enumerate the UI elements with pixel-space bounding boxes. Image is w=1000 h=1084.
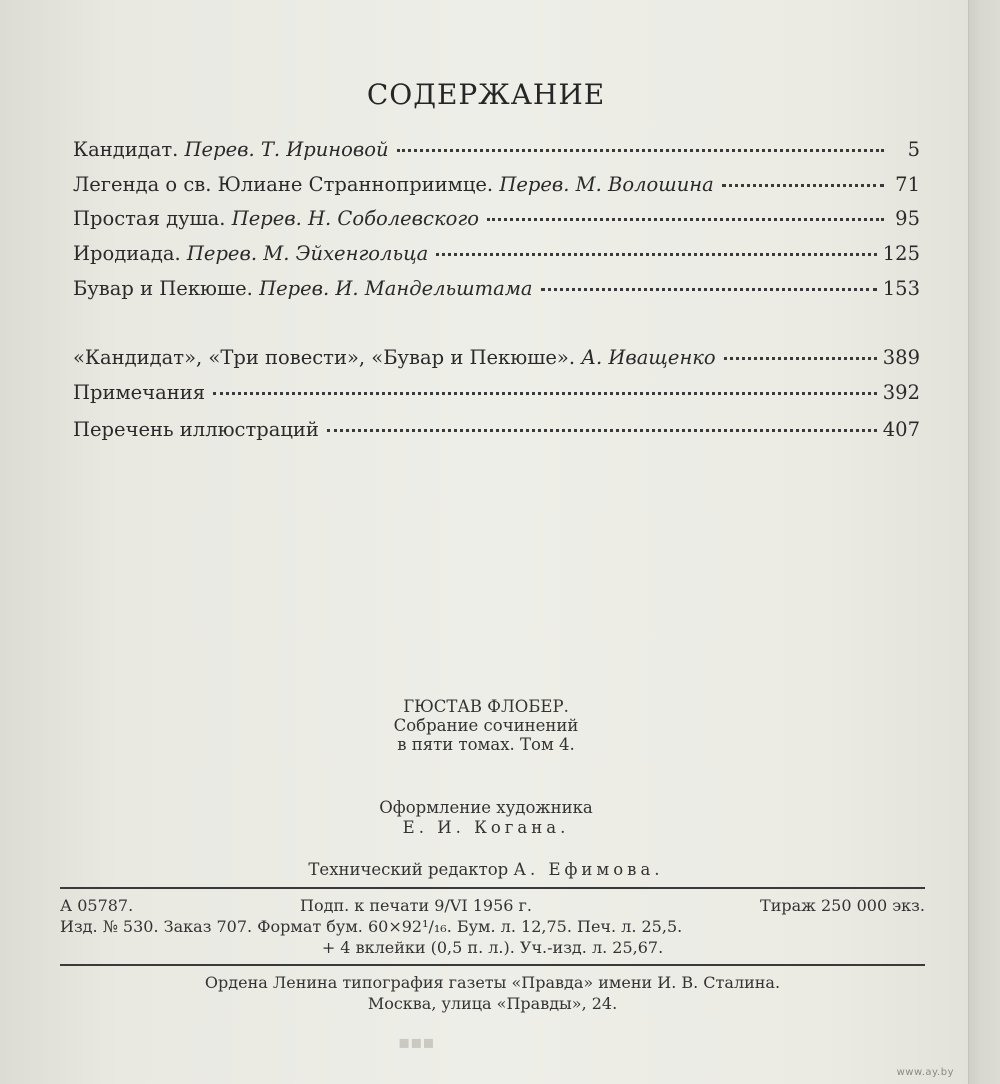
toc-entry [73, 242, 920, 276]
publication-code: А 05787. [60, 896, 134, 915]
toc-entry-title: Бувар и Пекюше. [73, 277, 253, 300]
toc-entry-page: 71 [895, 173, 920, 196]
dot-leader [541, 287, 877, 291]
toc-entry [73, 346, 920, 380]
imprint-volume: в пяти томах. Том 4. [397, 735, 575, 754]
divider-bottom [60, 964, 925, 966]
dot-leader [487, 217, 884, 221]
publication-line-1 [60, 896, 925, 916]
dot-leader [327, 428, 877, 432]
toc-entry-page: 5 [907, 138, 920, 161]
toc-entry-page: 392 [882, 381, 920, 404]
dot-leader [436, 252, 876, 256]
toc-entry-page: 95 [895, 207, 920, 230]
toc-entry-translator: Перев. И. Мандельштама [259, 277, 533, 300]
toc-entry-title: Перечень иллюстраций [73, 418, 319, 441]
faded-stamp-mark: ▪▪▪ [398, 1032, 435, 1053]
toc-entry-page: 125 [882, 242, 920, 265]
toc-entry-page: 389 [882, 346, 920, 369]
tech-editor [0, 860, 972, 880]
toc-entry-title: «Кандидат», «Три повести», «Бувар и Пекюше». [73, 346, 576, 369]
publication-line-3: + 4 вклейки (0,5 п. л.). Уч.-изд. л. 25,67. [321, 938, 664, 957]
toc-entry [73, 381, 920, 415]
toc-entry [73, 207, 920, 241]
toc-entry [73, 418, 920, 452]
imprint-author: ГЮСТАВ ФЛОБЕР. [403, 697, 569, 716]
imprint-work: Собрание сочинений [393, 716, 579, 735]
tech-editor-name: А. Ефимова. [513, 860, 664, 879]
toc-entry-title: Кандидат. [73, 138, 179, 161]
divider-top [60, 887, 925, 889]
publication-print-run: Тираж 250 000 экз. [760, 896, 925, 915]
dot-leader [722, 183, 884, 187]
publication-signed: Подп. к печати 9/VI 1956 г. [300, 896, 533, 915]
site-watermark: www.ay.by [896, 1067, 954, 1078]
design-label: Оформление художника [379, 798, 593, 817]
toc-entry [73, 173, 920, 207]
toc-entry-title: Иродиада. [73, 242, 181, 265]
dot-leader [213, 391, 877, 395]
toc-entry-translator: Перев. Т. Ириновой [184, 138, 389, 161]
toc-entry-page: 407 [882, 418, 920, 441]
toc-entry-translator: А. Иващенко [581, 346, 716, 369]
toc-entry [73, 277, 920, 311]
printer-line-2: Москва, улица «Правды», 24. [367, 994, 618, 1013]
toc-entry-title: Простая душа. [73, 207, 226, 230]
toc-entry [73, 138, 920, 172]
printer-line-1: Ордена Ленина типография газеты «Правда» имени И. В. Сталина. [204, 973, 781, 992]
toc-entry-translator: Перев. М. Эйхенгольца [186, 242, 429, 265]
toc-entry-translator: Перев. Н. Соболевского [231, 207, 479, 230]
page-edge [968, 0, 1000, 1084]
dot-leader [397, 148, 884, 152]
toc-entry-title: Примечания [73, 381, 206, 404]
design-name: Е. И. Когана. [402, 818, 570, 837]
toc-entry-translator: Перев. М. Волошина [499, 173, 714, 196]
tech-editor-label: Технический редактор [308, 860, 509, 879]
dot-leader [724, 356, 877, 360]
contents-title: СОДЕРЖАНИЕ [366, 78, 606, 111]
publication-line-2: Изд. № 530. Заказ 707. Формат бум. 60×92¹/₁₆. Бум. л. 12,75. Печ. л. 25,5. [60, 917, 683, 936]
toc-entry-page: 153 [882, 277, 920, 300]
toc-entry-title: Легенда о св. Юлиане Страннoприимце. [73, 173, 494, 196]
